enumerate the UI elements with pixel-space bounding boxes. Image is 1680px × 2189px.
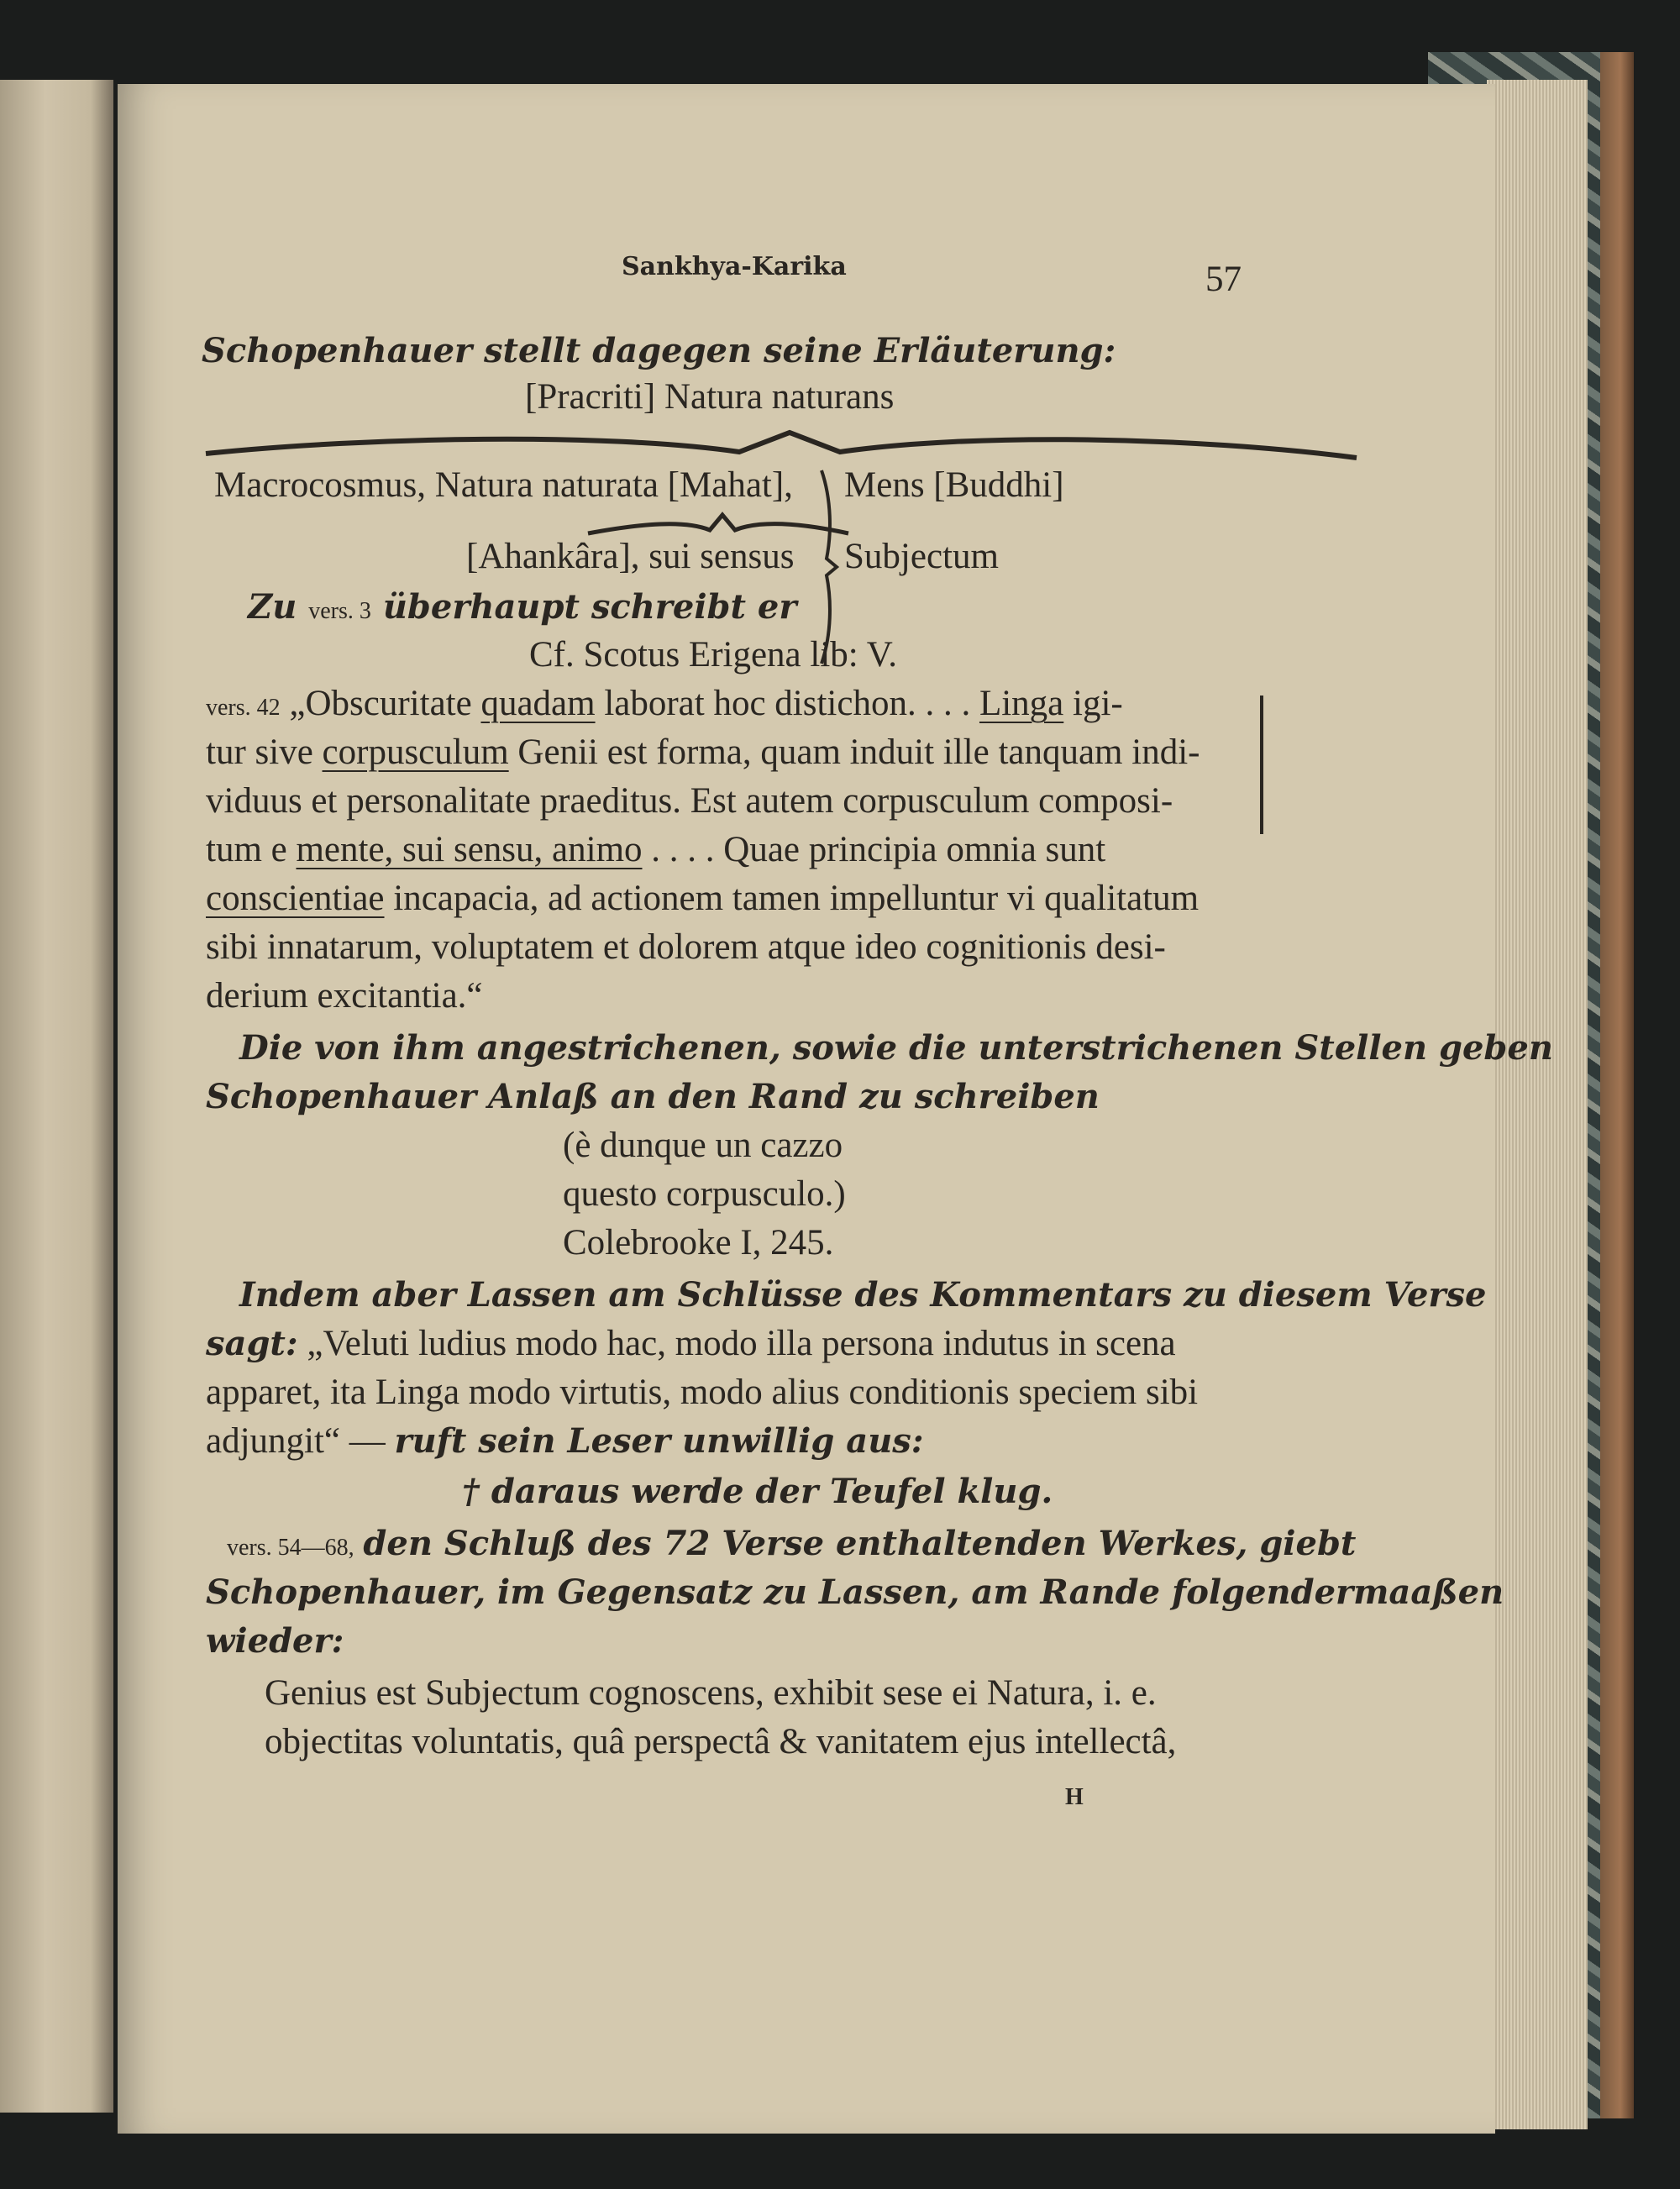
v42-l1a: „Obscuritate (289, 684, 472, 723)
running-head: Sankhya-Karika (622, 252, 847, 281)
v42-line-7: derium excitantia.“ (206, 976, 483, 1016)
v42-line-2 (206, 729, 1200, 776)
book-page (118, 84, 1553, 2134)
lassen-line-2 (206, 1320, 1176, 1367)
margin-note-3: Colebrooke I, 245. (563, 1223, 834, 1262)
zu-line (248, 584, 796, 635)
diagram-bottom-left: [Ahankâra], sui sensus (466, 537, 795, 576)
lassen-line-4 (206, 1418, 924, 1465)
v42-l1c: laborat hoc distichon. . . . (604, 684, 971, 723)
lassen-l2b: „Veluti ludius modo hac, modo illa persona indutus in scena (307, 1324, 1176, 1363)
diagram-right-top: Mens [Buddhi] (844, 465, 1064, 505)
stellen-line-2: Schopenhauer Anlaß an den Rand zu schreiben (206, 1077, 1100, 1116)
diagram-right-bottom: Subjectum (844, 537, 999, 576)
scotus-line: Cf. Scotus Erigena lib: V. (529, 635, 897, 675)
zu-vers: vers. 3 (308, 598, 371, 624)
v42-l1d: Linga (979, 684, 1064, 723)
v42-l2a: tur sive (206, 732, 313, 772)
lassen-l2a: sagt: (206, 1324, 298, 1363)
v42-label: vers. 42 (206, 695, 281, 721)
v42-l2b: corpusculum (322, 732, 509, 772)
margin-vertical-line (1260, 696, 1263, 834)
v42-line-5 (206, 875, 1199, 922)
v42-l5b: incapacia, ad actionem tamen impelluntur vi qualitatum (393, 879, 1200, 918)
page-number: 57 (1205, 260, 1242, 299)
v54-l1: den Schluß des 72 Verse enthaltenden Werkes, giebt (363, 1524, 1357, 1563)
page-edges (1487, 80, 1588, 2129)
v42-l4b: mente, sui sensu, animo (296, 830, 643, 869)
lassen-l4a: adjungit“ — (206, 1421, 386, 1461)
zu-rest: überhaupt schreibt er (382, 587, 797, 627)
zu-prefix: Zu (248, 587, 297, 627)
margin-note-1: (è dunque un cazzo (563, 1126, 843, 1165)
lassen-l4b: ruft sein Leser unwillig aus: (394, 1421, 924, 1461)
v42-line-3: viduus et personalitate praeditus. Est autem corpusculum composi- (206, 781, 1173, 821)
v42-l2c: Genii est forma, quam induit ille tanquam indi- (517, 732, 1200, 772)
left-page-edge (0, 80, 113, 2113)
v54-line-3: wieder: (206, 1621, 344, 1661)
diagram-left: Macrocosmus, Natura naturata [Mahat], (214, 465, 793, 505)
v42-l4a: tum e (206, 830, 287, 869)
v42-line-1 (206, 680, 1123, 732)
v42-line-6: sibi innatarum, voluptatem et dolorem atque ideo cognitionis desi- (206, 927, 1166, 967)
diagram-top: [Pracriti] Natura naturans (525, 377, 895, 417)
v54-label: vers. 54—68, (227, 1535, 354, 1561)
v42-line-4 (206, 827, 1105, 874)
v42-l5a: conscientiae (206, 879, 385, 918)
v42-l1b: quadam (480, 684, 596, 723)
teufel-line: † daraus werde der Teufel klug. (462, 1472, 1053, 1511)
diagram-intro: Schopenhauer stellt dagegen seine Erläuterung: (202, 331, 1116, 370)
v54-line-2: Schopenhauer, im Gegensatz zu Lassen, am Rande folgendermaaßen (206, 1572, 1504, 1612)
genius-line-1: Genius est Subjectum cognoscens, exhibit sese ei Natura, i. e. (265, 1673, 1157, 1713)
signature-mark: H (1065, 1784, 1084, 1810)
v42-l1e: igi- (1073, 684, 1123, 723)
genius-line-2: objectitas voluntatis, quâ perspectâ & vanitatem ejus intellectâ, (265, 1722, 1177, 1761)
cover-edge (1600, 52, 1634, 2118)
v54-line-1 (227, 1520, 1356, 1572)
margin-note-2: questo corpusculo.) (563, 1174, 846, 1214)
lassen-line-3: apparet, ita Linga modo virtutis, modo alius conditionis speciem sibi (206, 1373, 1199, 1412)
stellen-line-1: Die von ihm angestrichenen, sowie die unterstrichenen Stellen geben (239, 1028, 1553, 1068)
lassen-line-1: Indem aber Lassen am Schlüsse des Kommentars zu diesem Verse (239, 1275, 1487, 1315)
v42-l4c: . . . . Quae principia omnia sunt (651, 830, 1106, 869)
